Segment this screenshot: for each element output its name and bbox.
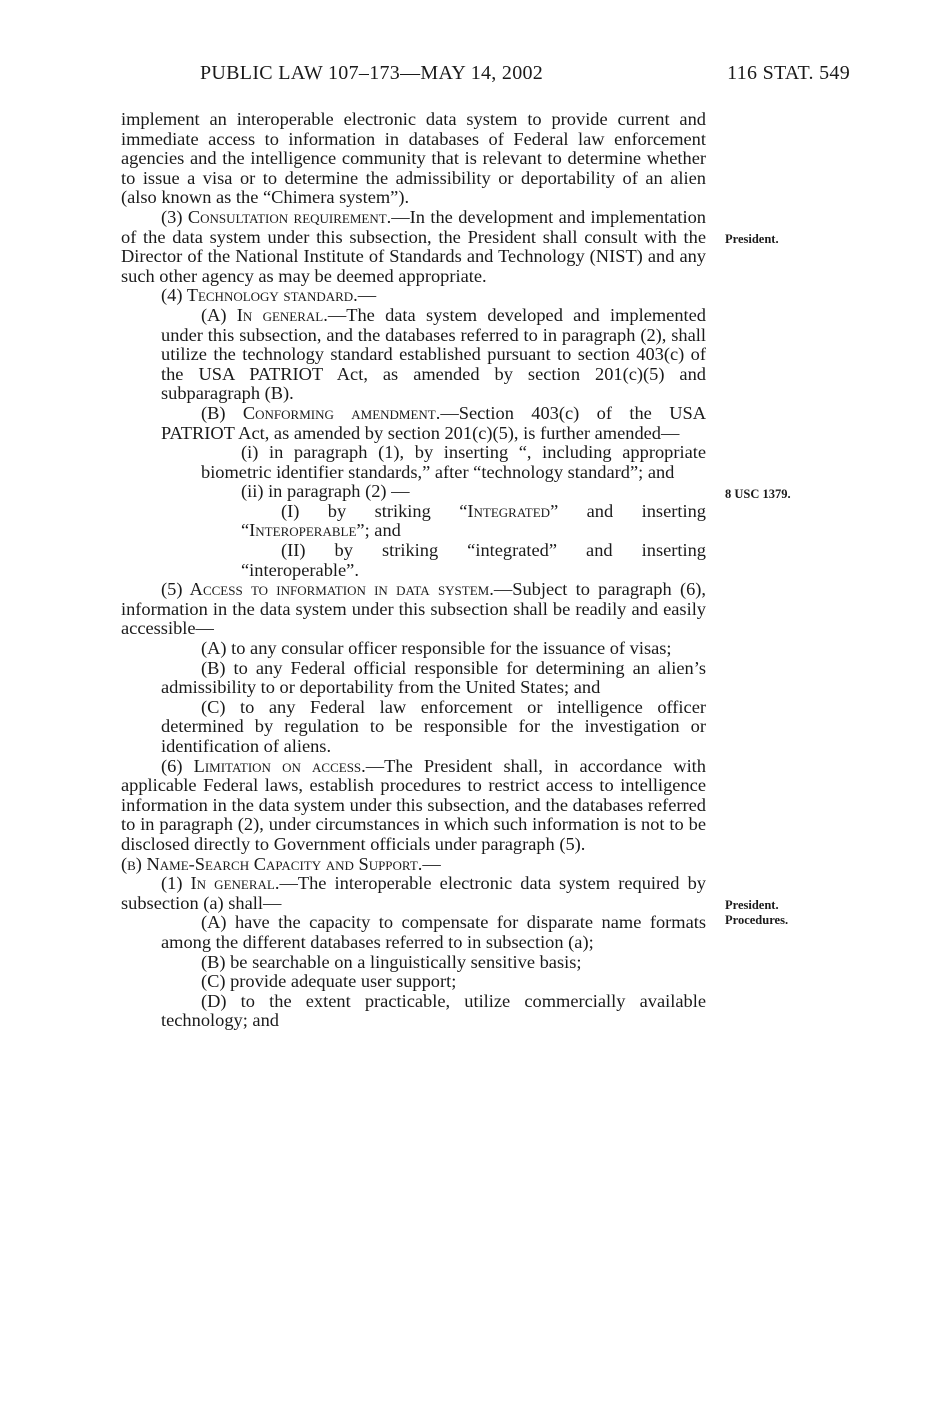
paragraph-heading: (6) Limitation on access. — [161, 755, 366, 776]
paragraph-heading: (A) In general. — [201, 304, 328, 325]
subparagraph-5a: (A) to any consular officer responsible for the issuance of visas; — [201, 638, 672, 659]
subclause-II: (II) by striking “integrated” and inserting “interoperable”. — [241, 540, 706, 580]
subclause-I: (I) by striking “Integrated” and inserting “Interoperable”; and — [241, 500, 706, 541]
margin-note-president-2: President. — [725, 898, 779, 912]
paragraph-heading: (3) Consultation requirement. — [161, 206, 392, 227]
subsection-heading: (b) Name-Search Capacity and Support. — [121, 853, 423, 874]
subparagraph-b1b: (B) be searchable on a linguistically sensitive basis; — [201, 951, 582, 972]
paragraph-b1 — [121, 874, 706, 913]
subparagraph-b1a: (A) have the capacity to compensate for disparate name formats among the different databases referred to in subsection (a); — [161, 912, 706, 952]
clause-ii: (ii) in paragraph (2) — — [241, 481, 410, 502]
paragraph-text: —The interoperable electronic data system required by subsection (a) shall— — [121, 873, 706, 913]
paragraph-5 — [121, 580, 706, 639]
paragraph-heading: (5) Access to information in data system. — [161, 579, 494, 600]
subparagraph-b1d: (D) to the extent practicable, utilize commercially available technology; and — [161, 990, 706, 1031]
subparagraph-4b — [121, 404, 706, 443]
subparagraph-5b: (B) to any Federal official responsible for determining an alien’s admissibility to or deportability from the United States; and — [161, 657, 706, 698]
paragraph-heading: (4) Technology standard. — [161, 285, 358, 306]
paragraph-text: —The data system developed and implemented under this subsection, and the databases referred to in paragraph (2), shall utilize the technology standard established pursuant to section 403(c) of the USA PATRIOT Act, as amended by section 201(c)(5) and subparagraph (B). — [161, 304, 706, 404]
page-header — [120, 62, 850, 92]
margin-note-president: President. — [725, 232, 779, 246]
paragraph-text: —Section 403(c) of the USA PATRIOT Act, as amended by section 201(c)(5), is further amended— — [161, 402, 706, 443]
paragraph-3 — [121, 208, 706, 286]
page-number: 116 STAT. 549 — [727, 62, 850, 84]
paragraph-heading: (B) Conforming amendment. — [201, 402, 441, 423]
subsection-b: (b) Name-Search Capacity and Support.— — [121, 853, 441, 874]
paragraph-text: — — [357, 285, 377, 306]
paragraph-continuation: implement an interoperable electronic data system to provide current and immediate access to information in databases of Federal law enforcement agencies and the intelligence community that is relevant to determine whether to issue a visa or to determine the admissibility or deportability of an alien (also known as the “Chimera system”). — [121, 109, 706, 208]
subparagraph-4a — [121, 306, 706, 404]
margin-note-procedures: Procedures. — [725, 913, 789, 927]
running-head: PUBLIC LAW 107–173—MAY 14, 2002 — [200, 62, 544, 84]
subparagraph-5c: (C) to any Federal law enforcement or intelligence officer determined by regulation to be responsible for the investigation or identification of aliens. — [161, 696, 706, 756]
statute-text — [121, 110, 706, 1031]
paragraph-6 — [121, 757, 706, 855]
margin-note-usc-citation: 8 USC 1379. — [725, 487, 791, 501]
clause-i: (i) in paragraph (1), by inserting “, including appropriate biometric identifier standards,” after “technology standard”; and — [201, 442, 706, 482]
paragraph-text: —In the development and implementation of the data system under this subsection, the President shall consult with the Director of the National Institute of Standards and Technology (NIST) and any such other agency as may be deemed appropriate. — [121, 206, 706, 286]
paragraph-4 — [121, 286, 706, 306]
paragraph-heading: (1) In general. — [161, 873, 280, 894]
paragraph-text: —Subject to paragraph (6), information in the data system under this subsection shall be readily and easily accessible— — [121, 579, 706, 639]
subparagraph-b1c: (C) provide adequate user support; — [201, 971, 457, 992]
paragraph-text: —The President shall, in accordance with applicable Federal laws, establish procedures to restrict access to intelligence information in the data system under this subsection, and the databases referred to in paragraph (2), under circumstances in which such information is not to be disclosed directly to Government officials under paragraph (5). — [121, 755, 706, 854]
